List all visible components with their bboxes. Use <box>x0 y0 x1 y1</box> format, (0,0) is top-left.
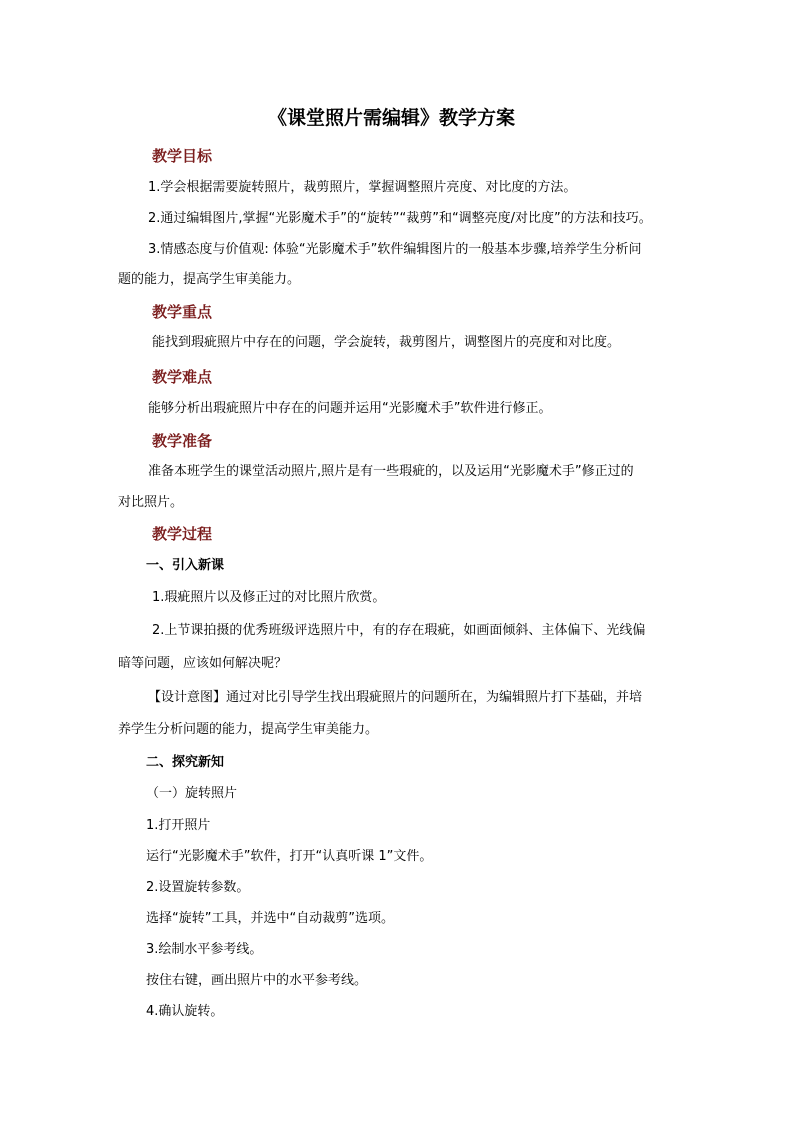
step-1-desc: 运行“光影魔术手”软件，打开“认真听课 1”文件。 <box>146 849 433 864</box>
heading-preparation: 教学准备 <box>152 432 213 450</box>
heading-key-points: 教学重点 <box>152 303 213 321</box>
objective-2: 2.通过编辑图片,掌握“光影魔术手”的“旋转”“裁剪”和“调整亮度/对比度”的方法和技巧。 <box>148 211 652 226</box>
preparation-line1: 准备本班学生的课堂活动照片,照片是有一些瑕疵的，以及运用“光影魔术手”修正过的 <box>148 464 634 479</box>
step-3-desc: 按住右键，画出照片中的水平参考线。 <box>146 973 368 988</box>
part1-item1: 1.瑕疵照片以及修正过的对比照片欣赏。 <box>152 590 386 605</box>
step-1: 1.打开照片 <box>146 818 211 833</box>
objective-3-line2: 题的能力，提高学生审美能力。 <box>118 272 301 287</box>
objective-3-line1: 3.情感态度与价值观: 体验“光影魔术手”软件编辑图片的一般基本步骤,培养学生分析问 <box>148 242 642 257</box>
objective-1: 1.学会根据需要旋转照片，裁剪照片，掌握调整照片亮度、对比度的方法。 <box>148 180 577 195</box>
step-4: 4.确认旋转。 <box>146 1004 224 1019</box>
part1-item2-line1: 2.上节课拍摄的优秀班级评选照片中，有的存在瑕疵，如画面倾斜、主体偏下、光线偏 <box>152 623 646 638</box>
heading-process: 教学过程 <box>152 525 213 543</box>
preparation-line2: 对比照片。 <box>118 495 184 510</box>
step-2: 2.设置旋转参数。 <box>146 880 250 895</box>
design-intent-line1: 【设计意图】通过对比引导学生找出瑕疵照片的问题所在，为编辑照片打下基础，并培 <box>148 690 643 705</box>
design-intent-line2: 养学生分析问题的能力，提高学生审美能力。 <box>118 722 379 737</box>
heading-objectives: 教学目标 <box>152 147 213 165</box>
section-rotate-photo: （一）旋转照片 <box>146 786 238 801</box>
page-title: 《课堂照片需编辑》教学方案 <box>268 107 516 129</box>
step-2-desc: 选择“旋转”工具，并选中“自动裁剪”选项。 <box>146 911 394 926</box>
difficulties-text: 能够分析出瑕疵照片中存在的问题并运用“光影魔术手”软件进行修正。 <box>148 401 552 416</box>
step-3: 3.绘制水平参考线。 <box>146 942 263 957</box>
heading-part2: 二、探究新知 <box>146 755 225 770</box>
heading-part1: 一、引入新课 <box>146 558 225 573</box>
key-points-text: 能找到瑕疵照片中存在的问题，学会旋转，裁剪图片，调整图片的亮度和对比度。 <box>152 335 621 350</box>
part1-item2-line2: 暗等问题，应该如何解决呢？ <box>118 656 288 671</box>
heading-difficulties: 教学难点 <box>152 368 213 386</box>
